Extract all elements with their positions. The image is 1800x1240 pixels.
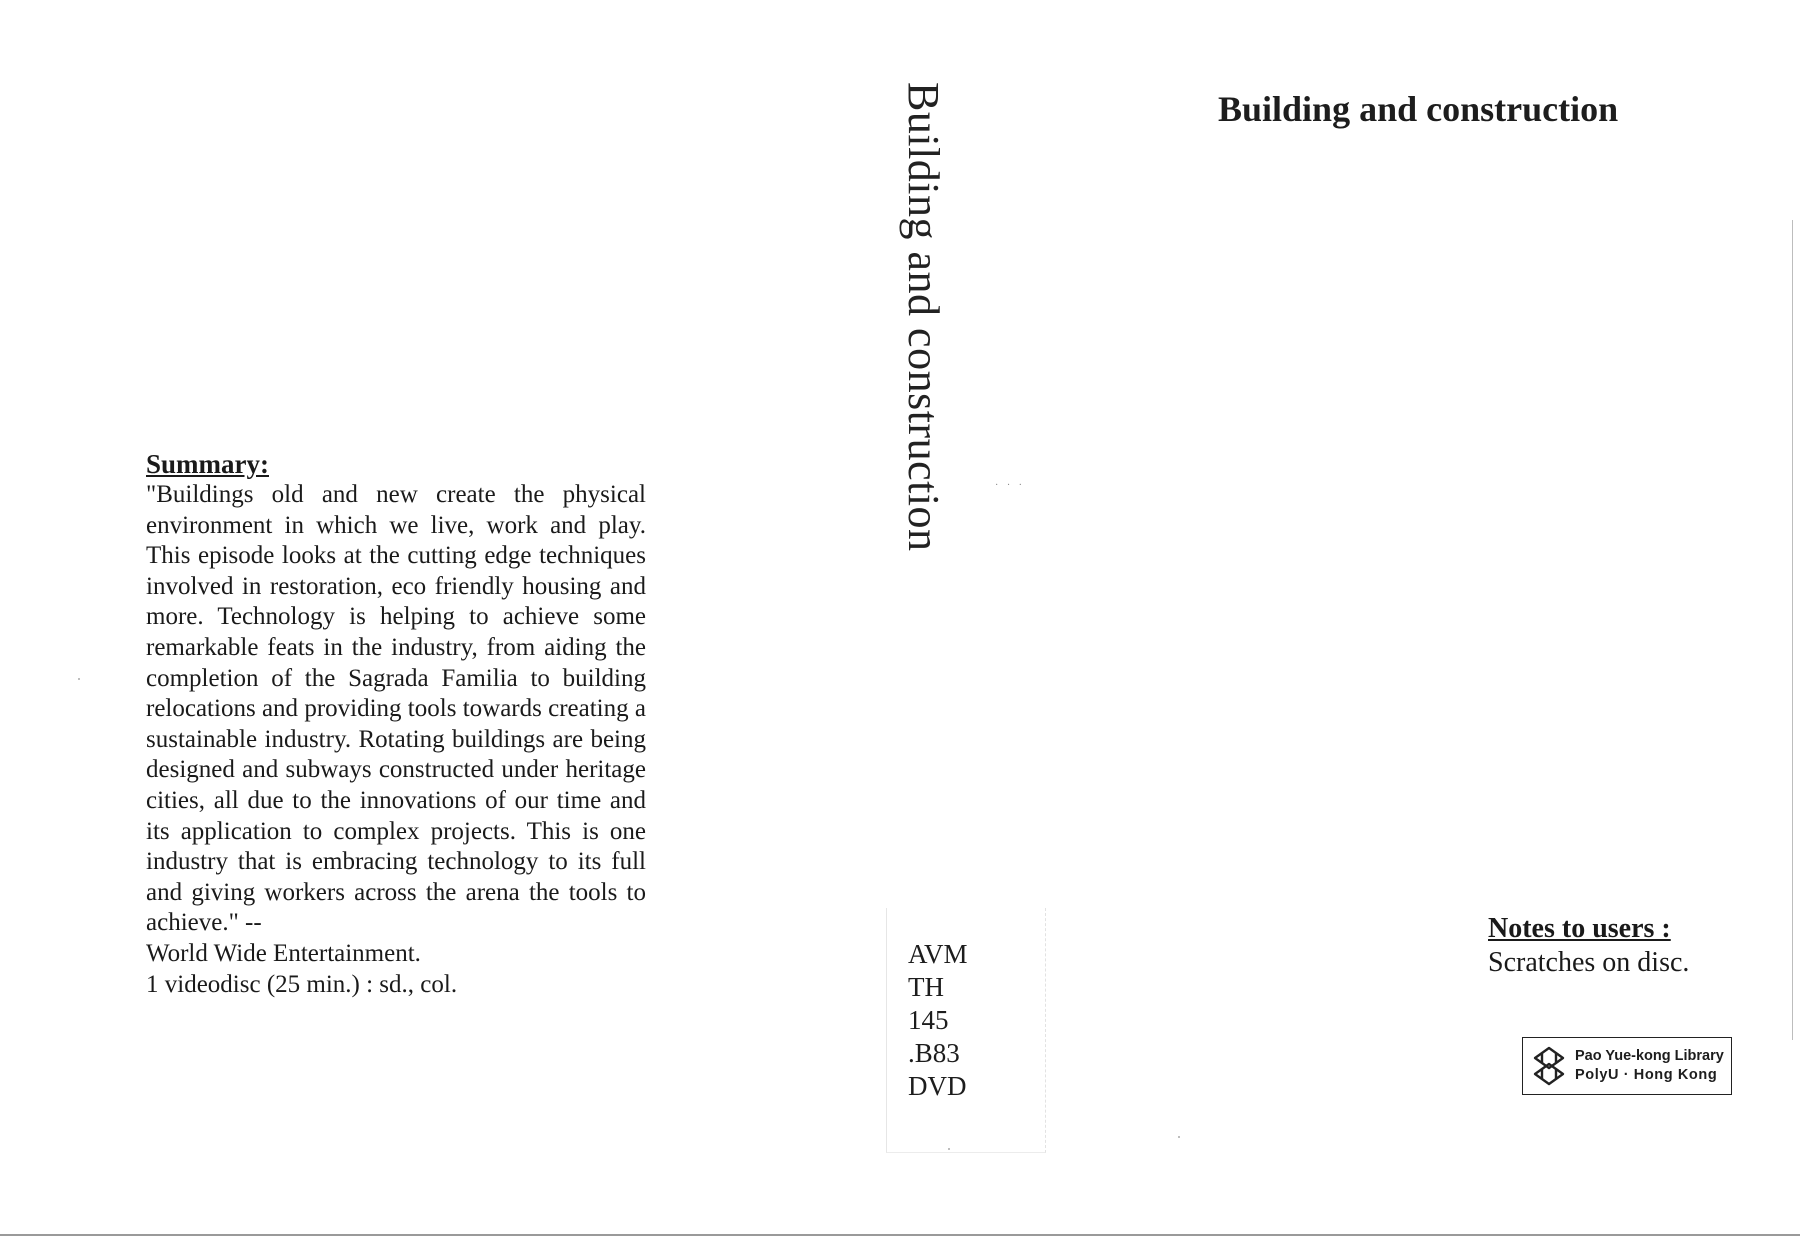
call-number-line: DVD (908, 1071, 967, 1101)
summary-heading: Summary: (146, 449, 269, 479)
summary-block (146, 448, 646, 1000)
notes-text: Scratches on disc. (1488, 947, 1690, 978)
call-number (908, 938, 968, 1103)
library-name-line1: Pao Yue-kong Library (1575, 1048, 1724, 1064)
library-stamp (1522, 1037, 1732, 1095)
call-number-line: 145 (908, 1005, 949, 1035)
front-title: Building and construction (1218, 89, 1619, 129)
summary-body: "Buildings old and new create the physical environment in which we live, work and play. This episode looks at the cutting edge techniques involved in restoration, eco friendly housing and more. Technology is helping to achieve some remarkable feats in the industry, from aiding the completion of the Sagrada Familia to building relocations and providing tools towards creating a sustainable industry. Rotating buildings are being designed and subways constructed under heritage cities, all due to the innovations of our time and its application to complex projects. This is one industry that is embracing technology to its full and giving workers across the arena the tools to achieve." -- (146, 481, 646, 937)
call-number-line: .B83 (908, 1038, 960, 1068)
library-name (1575, 1047, 1724, 1085)
scan-speck (948, 1148, 950, 1150)
call-number-line: TH (908, 972, 944, 1002)
spine-title: Building and construction (899, 82, 948, 552)
physical-description: 1 videodisc (25 min.) : sd., col. (146, 970, 458, 998)
summary-credit: World Wide Entertainment. (146, 939, 421, 967)
polyu-library-logo-icon (1527, 1044, 1571, 1088)
library-name-line2: PolyU · Hong Kong (1575, 1067, 1718, 1083)
scan-specks: · · · (995, 480, 1025, 491)
notes-heading: Notes to users : (1488, 913, 1671, 944)
scan-speck (1178, 1136, 1180, 1138)
scan-right-edge (1792, 220, 1793, 1040)
scan-bottom-edge (0, 1234, 1800, 1236)
notes-to-users (1488, 912, 1689, 980)
call-number-line: AVM (908, 939, 968, 969)
scan-speck (78, 678, 80, 680)
